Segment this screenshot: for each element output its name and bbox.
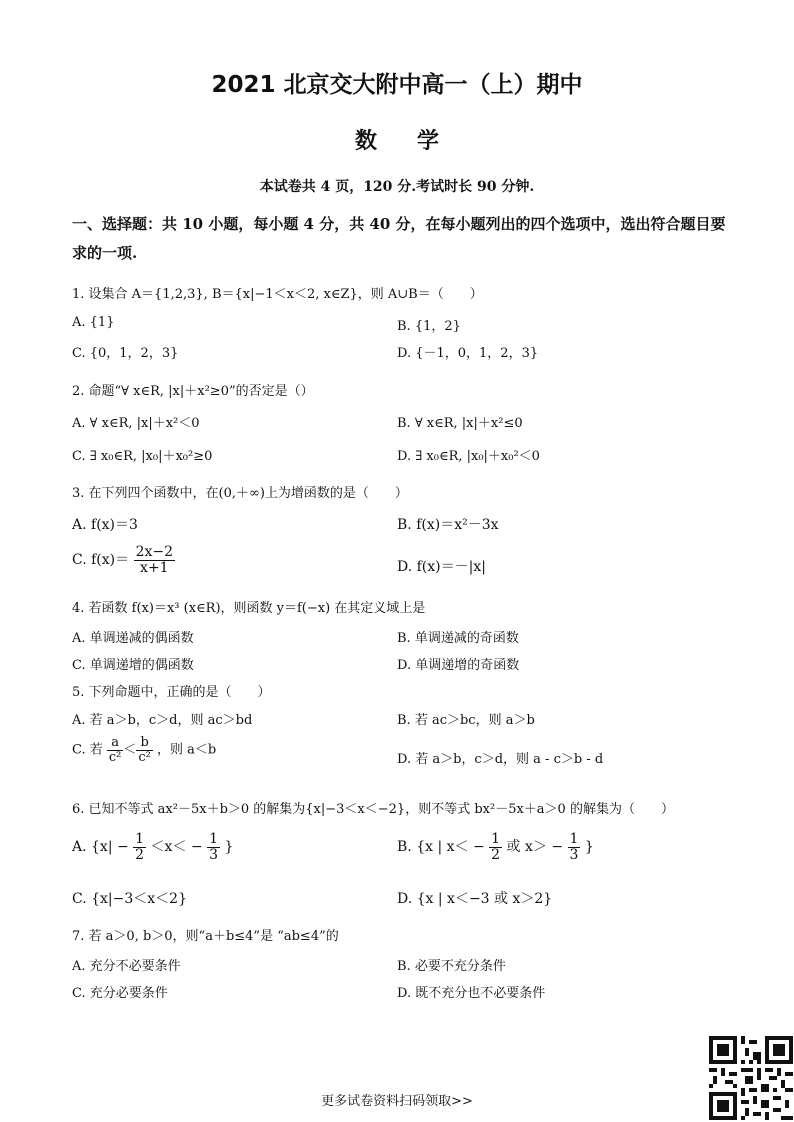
q7-option-b: B. 必要不充分条件 [397,959,506,974]
q6-option-a-part1: {x| − [91,839,129,856]
q4-option-b: B. 单调递减的奇函数 [397,631,519,646]
section-heading: 一、选择题：共 10 小题，每小题 4 分，共 40 分，在每小题列出的四个选项中，选出符合题目要求的一项. [72,215,726,262]
q3-option-c-label: C. f(x)＝ [72,552,130,569]
q6-option-a-fraction-1 [133,832,146,862]
q6-option-b-part2: 或 x＞ − [506,839,564,856]
q6-option-b [397,832,594,862]
fraction-numerator: 1 [135,831,145,847]
q3-option-a: A. f(x)＝3 [72,517,138,533]
fraction-numerator: 1 [569,831,579,847]
q4-option-d: D. 单调递增的奇函数 [397,658,520,673]
q7-option-c: C. 充分必要条件 [72,986,168,1001]
fraction-numerator: 2x−2 [135,544,174,560]
question-7-stem: 7. 若 a＞0, b＞0，则“a＋b≤4”是 “ab≤4”的 [72,929,339,944]
q3-option-d: D. f(x)＝－|x| [397,559,486,575]
q4-option-c: C. 单调递增的偶函数 [72,658,194,673]
q1-option-d: D. {－1，0，1，2，3} [397,346,539,361]
q5-option-c-tail: ，则 a＜b [157,742,217,758]
q3-option-c-fraction [134,545,175,575]
exam-info: 本试卷共 4 页，120 分.考试时长 90 分钟. [259,179,535,195]
page-title: 2021 北京交大附中高一（上）期中 [211,72,583,98]
q6-option-b-fraction-1 [489,832,502,862]
q3-option-c [72,545,175,575]
q6-option-b-part3: } [584,839,594,856]
fraction-denominator: 3 [569,846,579,863]
q6-option-a-part2: ＜x＜ − [150,839,203,856]
q4-option-a: A. 单调递减的偶函数 [72,631,194,646]
q5-option-d: D. 若 a＞b，c＞d，则 a - c＞b - d [397,752,604,767]
footer-text[interactable]: 更多试卷资料扫码领取>> [321,1094,473,1109]
q5-option-c: C. 若 $\frac{a}{\text{c²}}$ ＜ $\frac{b}{\text{c²}}$ ，则 a＜b [72,735,217,765]
fraction-denominator: 2 [135,846,145,863]
q5-option-b: B. 若 ac＞bc，则 a＞b [397,713,535,728]
q6-option-a-part3: } [224,839,234,856]
fraction-numerator: 1 [209,831,218,847]
question-4-stem: 4. 若函数 f(x)＝x³ (x∈R)，则函数 y＝f(−x) 在其定义域上是 [72,601,426,616]
fraction-numerator: 1 [491,831,501,847]
q6-option-b-fraction-2 [568,832,581,862]
q1-option-c: C. {0，1，2，3} [72,346,179,361]
q6-option-a-fraction-2 [207,832,220,862]
question-3-stem: 3. 在下列四个函数中，在(0,＋∞)上为增函数的是（ ） [72,486,408,501]
q2-option-a: A. ∀ x∈R, |x|＋x²＜0 [72,416,200,431]
question-2-stem: 2. 命题“∀ x∈R, |x|＋x²≥0”的否定是（） [72,384,314,399]
fraction-denominator: c² [138,749,151,765]
q5-option-c-fraction-left [107,736,124,764]
question-1-stem: 1. 设集合 A＝{1,2,3}, B＝{x|−1＜x＜2, x∈Z}，则 A∪B＝（ ） [72,287,483,302]
fraction-numerator: a [107,736,124,751]
q2-option-d: D. ∃ x₀∈R, |x₀|＋x₀²＜0 [397,449,540,464]
q1-option-a: A. {1} [72,315,115,330]
fraction-numerator: b [136,736,153,751]
q5-option-c-fraction-right [136,736,153,764]
subject-heading: 数学 [354,129,479,154]
fraction-denominator: 2 [491,846,501,863]
fraction-denominator: c² [108,749,122,765]
q7-option-a: A. 充分不必要条件 [72,959,181,974]
q2-option-b: B. ∀ x∈R, |x|＋x²≤0 [397,416,523,431]
q6-option-a-label: A. [72,839,87,856]
q6-option-d: D. {x | x＜−3 或 x＞2} [397,891,553,907]
fraction-denominator: x+1 [140,559,169,576]
question-6-stem: 6. 已知不等式 ax²－5x＋b＞0 的解集为{x|−3＜x＜−2}，则不等式 bx²－5x＋a＞0 的解集为（ ） [72,802,674,817]
q3-option-b: B. f(x)＝x²－3x [397,517,499,533]
q5-option-c-label: C. 若 [72,742,103,758]
fraction-denominator: 3 [209,846,218,863]
q1-option-b: B. {1，2} [397,319,461,334]
q7-option-d: D. 既不充分也不必要条件 [397,986,546,1001]
q6-option-c: C. {x|−3＜x＜2} [72,891,187,907]
q2-option-c: C. ∃ x₀∈R, |x₀|＋x₀²≥0 [72,449,213,464]
q6-option-b-part1: {x | x＜ − [416,839,485,856]
q6-option-a [72,832,233,862]
q5-option-a: A. 若 a＞b，c＞d，则 ac＞bd [72,713,253,728]
question-5-stem: 5. 下列命题中，正确的是（ ） [72,685,271,700]
q6-option-b-label: B. [397,839,412,856]
